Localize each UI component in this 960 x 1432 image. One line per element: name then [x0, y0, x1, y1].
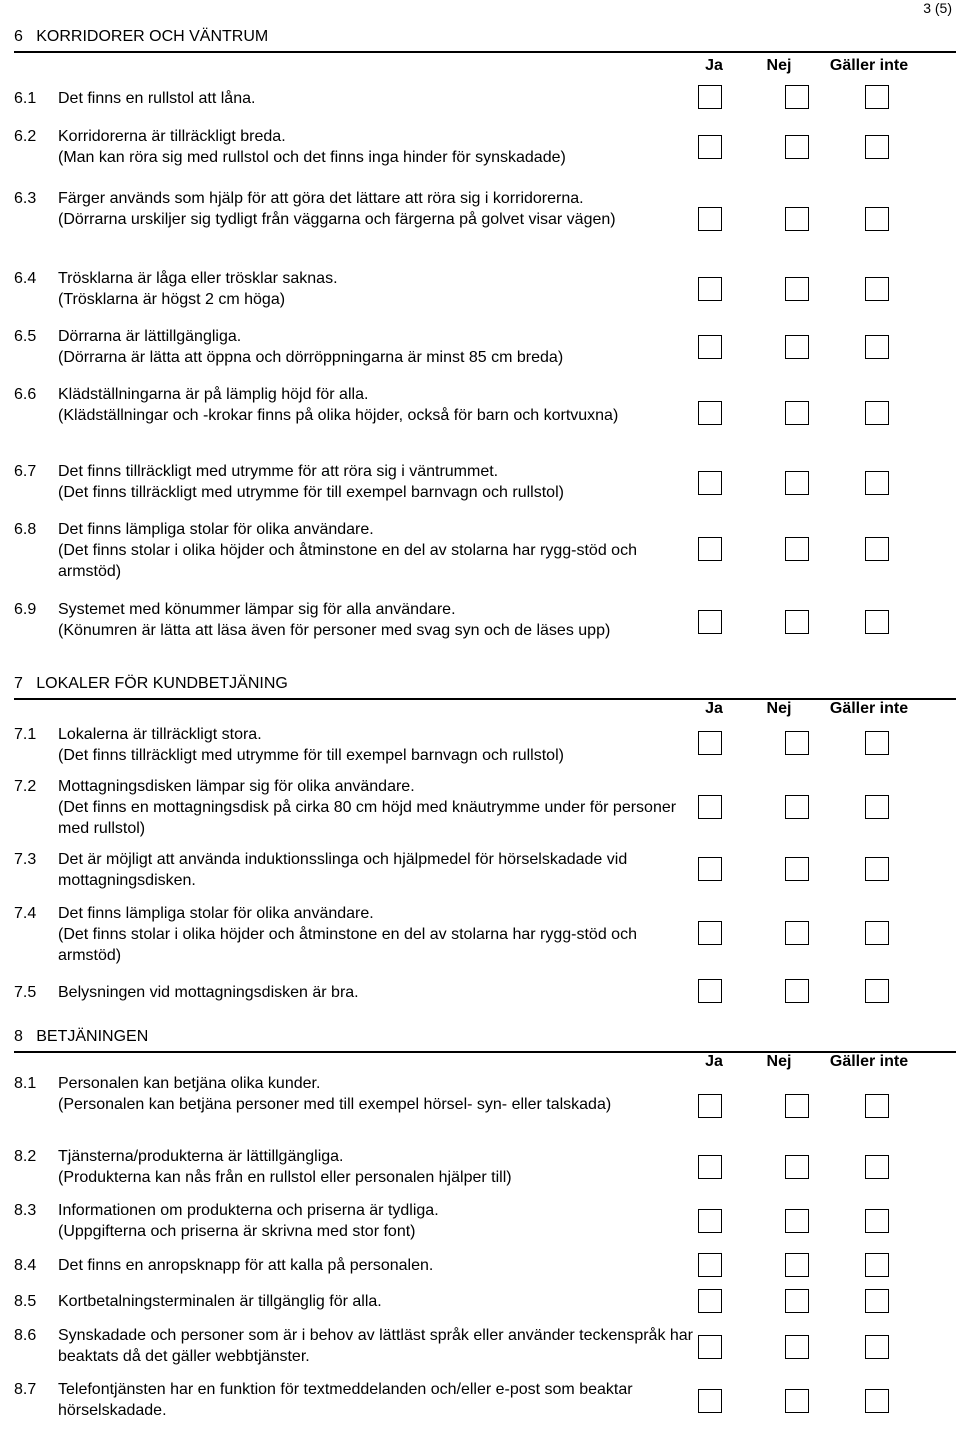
checkbox-galler-inte[interactable]: [865, 1209, 889, 1233]
question-note: (Produkterna kan nås från en rullstol eller personalen hjälper till): [58, 1169, 512, 1186]
checkbox-ja[interactable]: [698, 1209, 722, 1233]
question-note: (Man kan röra sig med rullstol och det finns inga hinder för synskadade): [58, 149, 566, 166]
checkbox-ja[interactable]: [698, 335, 722, 359]
question-note: (Personalen kan betjäna personer med till exempel hörsel- syn- eller talskada): [58, 1096, 612, 1113]
checkbox-galler-inte[interactable]: [865, 1155, 889, 1179]
checkbox-galler-inte[interactable]: [865, 135, 889, 159]
question-note: (Det finns stolar i olika höjder och åtminstone en del av stolarna har rygg-stöd och armstöd): [58, 542, 637, 580]
checkbox-ja[interactable]: [698, 857, 722, 881]
question-text-block: [58, 599, 698, 641]
question-text: Personalen kan betjäna olika kunder.: [58, 1075, 321, 1092]
question-text: Kortbetalningsterminalen är tillgänglig för alla.: [58, 1293, 382, 1310]
checkbox-galler-inte[interactable]: [865, 207, 889, 231]
question-note: (Det finns tillräckligt med utrymme för till exempel barnvagn och rullstol): [58, 747, 564, 764]
checkbox-nej[interactable]: [785, 537, 809, 561]
question-number: 7.3: [14, 851, 37, 868]
checkbox-galler-inte[interactable]: [865, 1094, 889, 1118]
checkbox-nej[interactable]: [785, 1289, 809, 1313]
section-title: 7 LOKALER FÖR KUNDBETJÄNING: [14, 675, 956, 700]
checkbox-nej[interactable]: [785, 857, 809, 881]
question-text: Mottagningsdisken lämpar sig för olika användare.: [58, 778, 415, 795]
checkbox-galler-inte[interactable]: [865, 401, 889, 425]
checkbox-nej[interactable]: [785, 1253, 809, 1277]
checkbox-galler-inte[interactable]: [865, 335, 889, 359]
checkbox-ja[interactable]: [698, 135, 722, 159]
question-number: 6.8: [14, 521, 37, 538]
checkbox-ja[interactable]: [698, 537, 722, 561]
checkbox-ja[interactable]: [698, 471, 722, 495]
column-header-ja: Ja: [705, 700, 723, 717]
checkbox-galler-inte[interactable]: [865, 1289, 889, 1313]
checkbox-ja[interactable]: [698, 795, 722, 819]
question-number: 6.5: [14, 328, 37, 345]
column-headers: [684, 57, 924, 75]
question-number: 6.4: [14, 270, 37, 287]
section-title: 6 KORRIDORER OCH VÄNTRUM: [14, 28, 956, 53]
question-number: 6.2: [14, 128, 37, 145]
checkbox-nej[interactable]: [785, 731, 809, 755]
checkbox-nej[interactable]: [785, 1209, 809, 1233]
checkbox-galler-inte[interactable]: [865, 610, 889, 634]
question-text-block: [58, 1325, 698, 1367]
question-number: 8.5: [14, 1293, 37, 1310]
checkbox-ja[interactable]: [698, 979, 722, 1003]
checkbox-galler-inte[interactable]: [865, 471, 889, 495]
question-text: Färger används som hjälp för att göra det lättare att röra sig i korridorerna.: [58, 190, 584, 207]
checkbox-galler-inte[interactable]: [865, 277, 889, 301]
question-number: 6.1: [14, 90, 37, 107]
question-text: Det finns tillräckligt med utrymme för att röra sig i väntrummet.: [58, 463, 499, 480]
question-text: Synskadade och personer som är i behov av lättläst språk eller använder teckenspråk har beaktats då det gäller webbtjänster.: [58, 1327, 694, 1365]
checkbox-nej[interactable]: [785, 1094, 809, 1118]
checkbox-ja[interactable]: [698, 1253, 722, 1277]
question-text: Telefontjänsten har en funktion för textmeddelanden och/eller e-post som beaktar hörselskadade.: [58, 1381, 633, 1419]
checkbox-ja[interactable]: [698, 401, 722, 425]
checkbox-galler-inte[interactable]: [865, 1253, 889, 1277]
checkbox-nej[interactable]: [785, 795, 809, 819]
question-text-block: [58, 461, 698, 503]
column-header-galler-inte: Gäller inte: [829, 700, 909, 717]
question-text: Det finns lämpliga stolar för olika användare.: [58, 521, 374, 538]
checkbox-ja[interactable]: [698, 1155, 722, 1179]
question-text: Trösklarna är låga eller trösklar saknas.: [58, 270, 338, 287]
checkbox-galler-inte[interactable]: [865, 857, 889, 881]
question-text: Klädställningarna är på lämplig höjd för alla.: [58, 386, 369, 403]
question-text-block: [58, 982, 698, 1003]
question-note: (Dörrarna urskiljer sig tydligt från väggarna och färgerna på golvet visar vägen): [58, 211, 616, 228]
checkbox-nej[interactable]: [785, 135, 809, 159]
question-text-block: [58, 1291, 698, 1312]
checkbox-nej[interactable]: [785, 979, 809, 1003]
question-text-block: [58, 849, 698, 891]
column-header-galler-inte: Gäller inte: [829, 1053, 909, 1070]
question-text-block: [58, 1255, 698, 1276]
question-text-block: [58, 1146, 698, 1188]
checkbox-galler-inte[interactable]: [865, 731, 889, 755]
checkbox-ja[interactable]: [698, 277, 722, 301]
question-text: Det finns en rullstol att låna.: [58, 90, 256, 107]
question-note: (Uppgifterna och priserna är skrivna med stor font): [58, 1223, 416, 1240]
column-header-nej: Nej: [766, 57, 792, 74]
checkbox-nej[interactable]: [785, 207, 809, 231]
checkbox-ja[interactable]: [698, 1094, 722, 1118]
question-text: Informationen om produkterna och priserna är tydliga.: [58, 1202, 439, 1219]
question-text-block: [58, 1379, 698, 1421]
question-text-block: [58, 126, 698, 168]
checkbox-nej[interactable]: [785, 610, 809, 634]
question-note: (Det finns en mottagningsdisk på cirka 80 cm höjd med knäutrymme under för personer med rullstol): [58, 799, 677, 837]
question-note: (Trösklarna är högst 2 cm höga): [58, 291, 286, 308]
section-title: 8 BETJÄNINGEN: [14, 1028, 956, 1053]
column-header-nej: Nej: [766, 1053, 792, 1070]
column-header-ja: Ja: [705, 57, 723, 74]
checkbox-ja[interactable]: [698, 85, 722, 109]
checkbox-galler-inte[interactable]: [865, 537, 889, 561]
question-number: 8.4: [14, 1257, 37, 1274]
page-number: 3 (5): [923, 0, 952, 16]
checkbox-nej[interactable]: [785, 85, 809, 109]
question-text: Dörrarna är lättillgängliga.: [58, 328, 242, 345]
question-text-block: [58, 903, 698, 966]
question-text-block: [58, 776, 698, 839]
checkbox-ja[interactable]: [698, 1335, 722, 1359]
question-note: (Det finns stolar i olika höjder och åtminstone en del av stolarna har rygg-stöd och armstöd): [58, 926, 637, 964]
column-header-nej: Nej: [766, 700, 792, 717]
column-headers: [684, 700, 924, 718]
question-text-block: [58, 384, 698, 426]
question-note: (Klädställningar och -krokar finns på olika höjder, också för barn och kortvuxna): [58, 407, 619, 424]
question-text: Tjänsterna/produkterna är lättillgängliga.: [58, 1148, 344, 1165]
checkbox-ja[interactable]: [698, 610, 722, 634]
question-number: 8.1: [14, 1075, 37, 1092]
question-number: 8.2: [14, 1148, 37, 1165]
column-header-galler-inte: Gäller inte: [829, 57, 909, 74]
checkbox-ja[interactable]: [698, 1289, 722, 1313]
question-text: Det finns en anropsknapp för att kalla på personalen.: [58, 1257, 434, 1274]
question-number: 7.5: [14, 984, 37, 1001]
question-number: 7.4: [14, 905, 37, 922]
checkbox-nej[interactable]: [785, 921, 809, 945]
checkbox-ja[interactable]: [698, 1389, 722, 1413]
question-text: Korridorerna är tillräckligt breda.: [58, 128, 286, 145]
question-note: (Könumren är lätta att läsa även för personer med svag syn och de läses upp): [58, 622, 611, 639]
checkbox-galler-inte[interactable]: [865, 979, 889, 1003]
question-text: Lokalerna är tillräckligt stora.: [58, 726, 262, 743]
checkbox-galler-inte[interactable]: [865, 1335, 889, 1359]
checkbox-nej[interactable]: [785, 335, 809, 359]
checkbox-ja[interactable]: [698, 921, 722, 945]
checkbox-nej[interactable]: [785, 471, 809, 495]
question-number: 7.2: [14, 778, 37, 795]
question-text-block: [58, 724, 698, 766]
checkbox-nej[interactable]: [785, 1155, 809, 1179]
question-text-block: [58, 519, 698, 582]
question-note: (Dörrarna är lätta att öppna och dörröppningarna är minst 85 cm breda): [58, 349, 564, 366]
checkbox-nej[interactable]: [785, 1389, 809, 1413]
section-7: [14, 675, 956, 1001]
question-text-block: [58, 268, 698, 310]
section-6: [14, 28, 956, 639]
question-note: (Det finns tillräckligt med utrymme för till exempel barnvagn och rullstol): [58, 484, 564, 501]
checkbox-galler-inte[interactable]: [865, 85, 889, 109]
checkbox-galler-inte[interactable]: [865, 1389, 889, 1413]
checkbox-galler-inte[interactable]: [865, 795, 889, 819]
checkbox-galler-inte[interactable]: [865, 921, 889, 945]
column-headers: [684, 1053, 924, 1071]
question-text: Belysningen vid mottagningsdisken är bra.: [58, 984, 359, 1001]
checkbox-nej[interactable]: [785, 277, 809, 301]
column-header-ja: Ja: [705, 1053, 723, 1070]
question-number: 6.6: [14, 386, 37, 403]
section-8: [14, 1028, 956, 1419]
question-number: 6.9: [14, 601, 37, 618]
question-text-block: [58, 88, 698, 109]
checkbox-nej[interactable]: [785, 1335, 809, 1359]
question-text-block: [58, 1073, 698, 1115]
question-text: Systemet med könummer lämpar sig för alla användare.: [58, 601, 456, 618]
question-number: 8.3: [14, 1202, 37, 1219]
checkbox-ja[interactable]: [698, 731, 722, 755]
question-text: Det är möjligt att använda induktionsslinga och hjälpmedel för hörselskadade vid mottagningsdisken.: [58, 851, 628, 889]
question-number: 6.7: [14, 463, 37, 480]
question-text-block: [58, 1200, 698, 1242]
question-number: 8.7: [14, 1381, 37, 1398]
checkbox-nej[interactable]: [785, 401, 809, 425]
checkbox-ja[interactable]: [698, 207, 722, 231]
question-text: Det finns lämpliga stolar för olika användare.: [58, 905, 374, 922]
question-number: 8.6: [14, 1327, 37, 1344]
question-number: 6.3: [14, 190, 37, 207]
question-text-block: [58, 188, 698, 230]
question-number: 7.1: [14, 726, 37, 743]
question-text-block: [58, 326, 698, 368]
